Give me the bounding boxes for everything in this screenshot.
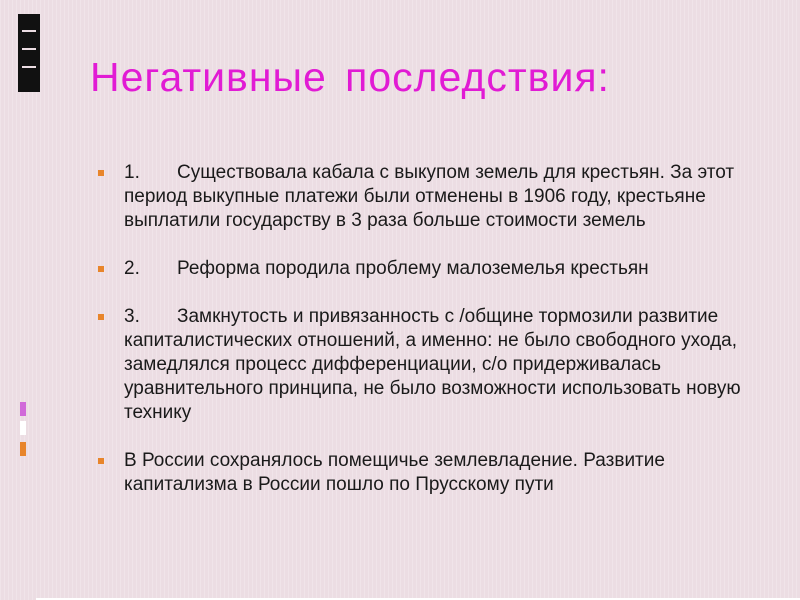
bullet-text: В России сохранялось помещичье землевладение. Развитие капитализма в России пошло по Прусскому пути [124, 450, 665, 495]
bullet-item [98, 161, 758, 233]
decorative-accent-pink [20, 402, 26, 416]
decorative-bar [18, 14, 40, 92]
bullet-number: 2. [124, 258, 140, 279]
bullet-text: Реформа породила проблему малоземелья крестьян [177, 258, 649, 279]
bullet-list [98, 161, 758, 521]
bullet-number: 3. [124, 306, 140, 327]
bullet-square-icon [98, 266, 104, 272]
decorative-line [22, 66, 36, 68]
decorative-accent-orange [20, 442, 26, 456]
decorative-line [22, 48, 36, 50]
bullet-text: Замкнутость и привязанность с /общине тормозили развитие капиталистических отношений, а именно: не было свободного ухода, замедлялся процесс дифференциации, с/о придерживалась уравнительного принципа, не было возможности использовать новую технику [124, 306, 741, 423]
decorative-accent-white [20, 421, 26, 435]
decorative-line [22, 30, 36, 32]
bullet-number: 1. [124, 162, 140, 183]
bullet-square-icon [98, 314, 104, 320]
bullet-square-icon [98, 458, 104, 464]
bullet-text: Существовала кабала с выкупом земель для крестьян. За этот период выкупные платежи были отменены в 1906 году, крестьяне выплатили государству в 3 раза больше стоимости земель [124, 162, 735, 231]
bullet-item [98, 305, 758, 425]
bullet-item [98, 449, 758, 497]
bullet-square-icon [98, 170, 104, 176]
bullet-item [98, 257, 758, 281]
slide-title: Негативные последствия: [90, 54, 610, 100]
